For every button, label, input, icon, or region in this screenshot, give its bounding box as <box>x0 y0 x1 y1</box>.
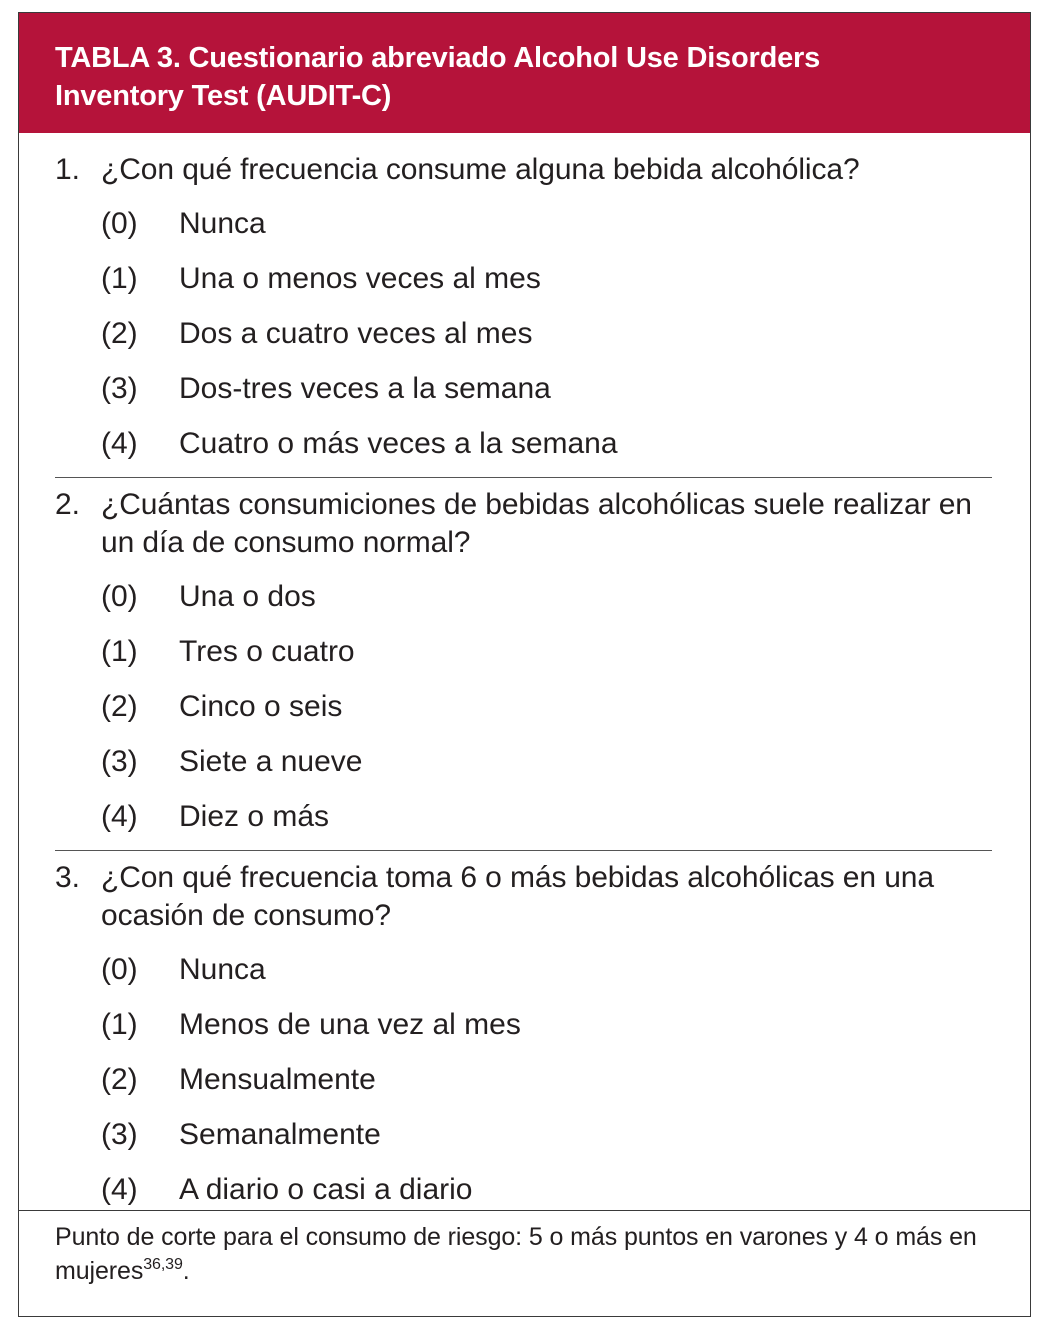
option-label: Una o dos <box>179 580 316 613</box>
question-1-text-block <box>55 151 994 189</box>
option-item <box>55 306 994 361</box>
option-label: A diario o casi a diario <box>179 1173 473 1206</box>
table-title-line-1: TABLA 3. Cuestionario abreviado Alcohol Use Disorders <box>55 42 821 74</box>
option-score: (4) <box>101 800 138 833</box>
option-item <box>55 569 994 624</box>
option-label: Siete a nueve <box>179 745 363 778</box>
option-item <box>55 1052 994 1107</box>
question-text: ¿Con qué frecuencia toma 6 o más bebidas alcohólicas en una ocasión de consumo? <box>101 861 934 932</box>
options-list <box>55 942 994 1217</box>
option-score: (3) <box>101 745 138 778</box>
question-1 <box>55 133 994 471</box>
option-item <box>55 361 994 416</box>
option-score: (0) <box>101 953 138 986</box>
question-text: ¿Con qué frecuencia consume alguna bebida alcohólica? <box>101 153 860 186</box>
option-score: (4) <box>101 1173 138 1206</box>
table-title-line-2: Inventory Test (AUDIT-C) <box>55 80 392 112</box>
option-label: Nunca <box>179 207 266 240</box>
option-score: (4) <box>101 427 138 460</box>
option-label: Nunca <box>179 953 266 986</box>
option-item <box>55 734 994 789</box>
option-item <box>55 196 994 251</box>
question-number: 1. <box>55 153 80 186</box>
question-2 <box>55 478 994 844</box>
option-label: Menos de una vez al mes <box>179 1008 521 1041</box>
options-list <box>55 196 994 471</box>
option-score: (3) <box>101 1118 138 1151</box>
question-3 <box>55 851 994 1217</box>
question-2-text-block <box>55 486 994 562</box>
option-score: (0) <box>101 580 138 613</box>
table-footnote <box>55 1220 990 1288</box>
option-label: Cinco o seis <box>179 690 343 723</box>
option-label: Tres o cuatro <box>179 635 355 668</box>
option-score: (0) <box>101 207 138 240</box>
footnote-references: 36,39 <box>143 1256 183 1273</box>
option-label: Mensualmente <box>179 1063 376 1096</box>
option-item <box>55 1162 994 1217</box>
question-number: 2. <box>55 488 80 521</box>
option-score: (2) <box>101 1063 138 1096</box>
option-item <box>55 679 994 734</box>
option-label: Cuatro o más veces a la semana <box>179 427 618 460</box>
table-frame <box>18 12 1031 1317</box>
footer-divider <box>19 1210 1030 1211</box>
option-label: Dos a cuatro veces al mes <box>179 317 533 350</box>
option-item <box>55 1107 994 1162</box>
question-3-text-block <box>55 859 994 935</box>
footnote-text: Punto de corte para el consumo de riesgo: 5 o más puntos en varones y 4 o más en mujeres <box>55 1223 977 1285</box>
option-score: (2) <box>101 690 138 723</box>
option-item <box>55 416 994 471</box>
option-label: Diez o más <box>179 800 330 833</box>
option-item <box>55 251 994 306</box>
question-text: ¿Cuántas consumiciones de bebidas alcohólicas suele realizar en un día de consumo normal? <box>101 488 972 559</box>
option-label: Dos-tres veces a la semana <box>179 372 551 405</box>
option-item <box>55 789 994 844</box>
option-label: Una o menos veces al mes <box>179 262 541 295</box>
option-item <box>55 942 994 997</box>
table-header <box>19 13 1030 133</box>
option-score: (3) <box>101 372 138 405</box>
option-item <box>55 624 994 679</box>
option-item <box>55 997 994 1052</box>
option-score: (1) <box>101 635 138 668</box>
question-number: 3. <box>55 861 80 894</box>
option-score: (1) <box>101 262 138 295</box>
table-body <box>19 133 1030 1217</box>
options-list <box>55 569 994 844</box>
option-score: (2) <box>101 317 138 350</box>
option-score: (1) <box>101 1008 138 1041</box>
footnote-end: . <box>182 1257 190 1285</box>
option-label: Semanalmente <box>179 1118 381 1151</box>
